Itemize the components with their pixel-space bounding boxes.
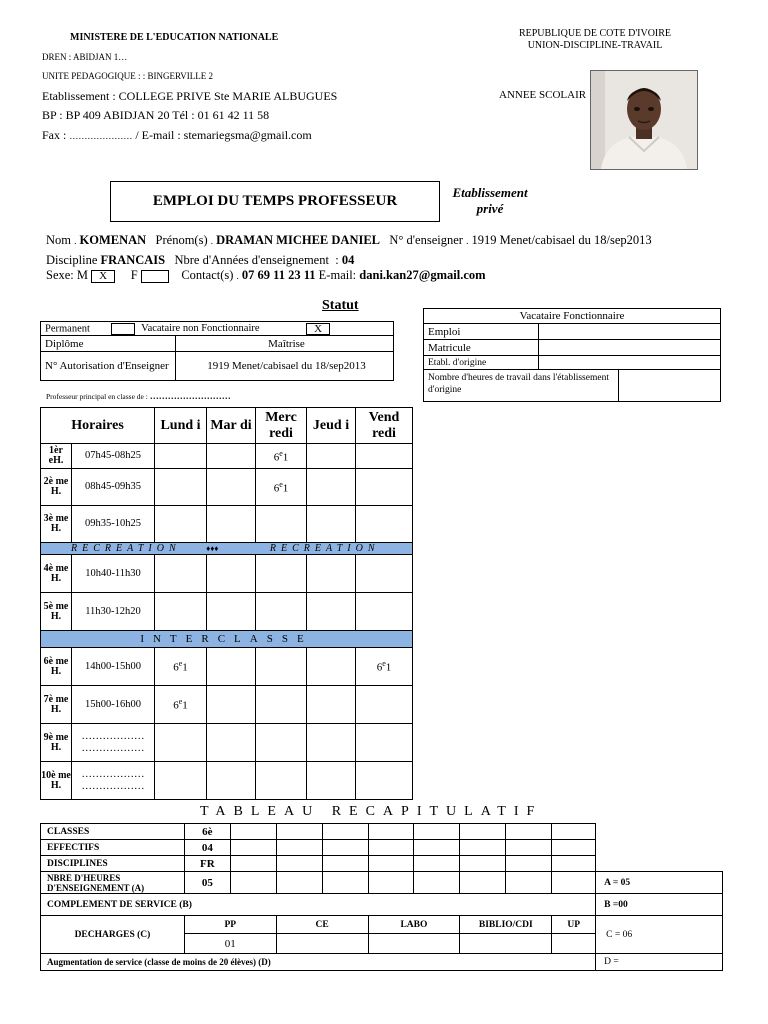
cell-vendredi[interactable] [356,469,413,506]
time-slot: 14h00-15h00 [72,648,155,686]
timetable-row [41,762,413,800]
prof-principal-dots: ……………………… [149,391,231,401]
class-group: 1 [182,661,188,674]
hour-label: 7è me H. [41,686,72,724]
cell-jeudi[interactable] [307,686,356,724]
hour-label: 4è me H. [41,555,72,593]
school-line: Etablissement : COLLEGE PRIVE Ste MARIE ALBUGUES [42,89,338,103]
decharge-col-biblio: BIBLIO/CDI [460,916,552,934]
class-level: 6 [376,661,383,674]
autorisation-value: 1919 Menet/cabisael du 18/sep2013 [176,352,394,381]
teacher-photo [590,70,698,170]
cell-lundi[interactable] [155,555,207,593]
time-slot: 07h45-08h25 [72,444,155,469]
teacher-name-line: Nom . KOMENAN Prénom(s) . DRAMAN MICHEE DANIEL N° d'enseigner . 1919 Menet/cabisael du 18/sep2013 [46,233,652,247]
decharge-val-up [552,934,596,954]
cell-vendredi[interactable] [356,555,413,593]
vf-heures-row [424,370,721,402]
school-type-line2: privé [476,201,504,216]
hour-label: 3è me H. [41,506,72,543]
portrait-image [591,71,697,169]
numero-value: 1919 Menet/cabisael du 18/sep2013 [471,233,652,247]
recap-b-total: B =00 [596,894,723,916]
numero-label: N° d'enseigner [389,233,463,247]
annees-label: Nbre d'Années d'enseignement [174,253,329,267]
dren-dots: … [118,52,128,62]
recap-decharges-label: DECHARGES (C) [41,916,185,954]
cell-vendredi[interactable] [356,593,413,631]
cell-jeudi[interactable] [307,506,356,543]
recap-title: TABLEAU RECAPITULATIF [200,804,543,819]
cell-mercredi[interactable] [256,444,307,469]
cell-jeudi[interactable] [307,762,356,800]
recreation-right: RECREATION [269,543,380,554]
cell-mardi[interactable] [207,724,256,762]
dren-line [42,52,127,62]
recap-disciplines-value: FR [184,856,230,872]
statut-permanent-row [41,322,394,336]
timetable-afternoon [41,648,413,800]
annees-value: 04 [341,253,355,267]
time-slot: ……………… ……………… [72,762,155,800]
cell-mercredi[interactable] [256,686,307,724]
cell-mercredi[interactable] [256,648,307,686]
cell-jeudi[interactable] [307,648,356,686]
class-group: 1 [385,661,392,674]
timetable-row [41,444,413,469]
cell-mardi[interactable] [207,762,256,800]
diplome-label: Diplôme [41,336,176,352]
cell-mercredi[interactable] [256,762,307,800]
statut-table [40,321,394,381]
cell-vendredi[interactable] [356,648,413,686]
timetable-row [41,506,413,543]
decharge-col-pp: PP [184,916,276,934]
vf-matricule-value[interactable] [539,340,721,356]
class-suffix: e [178,697,183,707]
timetable-morning-2 [41,555,413,631]
cell-vendredi[interactable] [356,762,413,800]
vacataire-nf-label: Vacataire non Fonctionnaire [141,322,260,334]
recap-d-total: D = [596,954,723,971]
recap-nbre-value: 05 [184,872,230,894]
sexe-f-checkbox[interactable] [141,270,169,283]
sexe-f-label: F [130,268,138,282]
time-slot: 10h40-11h30 [72,555,155,593]
class-suffix: e [279,448,283,458]
time-slot: 08h45-09h35 [72,469,155,506]
diplome-value: Maîtrise [176,336,394,352]
decharge-col-up: UP [552,916,596,934]
time-slot: 15h00-16h00 [72,686,155,724]
timetable-row [41,686,413,724]
school-year: ANNEE SCOLAIR [499,89,587,101]
statut-heading: Statut [322,298,359,313]
recap-effectifs-label: EFFECTIFS [41,840,185,856]
recap-c-total: C = 06 [596,916,723,954]
decharge-col-labo: LABO [368,916,460,934]
recap-complement-label: COMPLEMENT DE SERVICE (B) [41,894,596,916]
cell-mercredi[interactable] [256,593,307,631]
cell-vendredi[interactable] [356,444,413,469]
cell-mardi[interactable] [207,593,256,631]
class-group: 1 [282,451,289,464]
sexe-label: Sexe: M [46,268,89,282]
day-header-lundi: Lund i [155,408,207,444]
cell-jeudi[interactable] [307,469,356,506]
cell-lundi[interactable] [155,469,207,506]
hour-label: 2è me H. [41,469,72,506]
hour-label: 9è me H. [41,724,72,762]
email-value: dani.kan27@gmail.com [359,268,486,282]
timetable-row [41,648,413,686]
timetable-row [41,469,413,506]
day-header-mercredi: Merc redi [256,408,307,444]
cell-mardi[interactable] [207,444,256,469]
hour-label: 5è me H. [41,593,72,631]
recap-classes-label: CLASSES [41,824,185,840]
cell-mardi[interactable] [207,555,256,593]
nom-label: Nom [46,233,71,247]
discipline-label: Discipline [46,253,98,267]
decharge-val-ce [276,934,368,954]
unit-line: UNITE PEDAGOGIQUE : : BINGERVILLE 2 [42,71,214,81]
email-label: E-mail: [318,268,357,282]
cell-mardi[interactable] [207,686,256,724]
dren-text: DREN : ABIDJAN 1 [42,52,119,62]
recreation-diamonds: ♦♦♦ [206,544,219,553]
decharge-val-pp: 01 [184,934,276,954]
cell-lundi[interactable] [155,648,207,686]
time-slot: 11h30-12h20 [72,593,155,631]
recap-table [40,823,723,971]
page-title: EMPLOI DU TEMPS PROFESSEUR [110,181,440,222]
discipline-line [46,253,354,268]
cell-vendredi[interactable] [356,724,413,762]
cell-lundi[interactable] [155,762,207,800]
fax-label: Fax : [42,128,67,142]
recreation-left: RECREATION [71,543,181,554]
bp-line: BP : BP 409 ABIDJAN 20 Tél : 01 61 42 11 58 [42,108,270,122]
prof-principal-line [46,391,231,401]
cell-mardi[interactable] [207,506,256,543]
cell-lundi[interactable] [155,506,207,543]
timetable-row [41,593,413,631]
decharge-val-biblio [460,934,552,954]
vf-heures-value[interactable] [619,370,720,401]
autorisation-label: N° Autorisation d'Enseigner [41,352,176,381]
sexe-line: Sexe: M X F Contact(s) . 07 69 11 23 11 E-mail: dani.kan27@gmail.com [46,268,486,282]
cell-mardi[interactable] [207,648,256,686]
timetable-morning-1 [41,444,413,543]
vacataire-nf-checkbox[interactable]: X [306,323,330,335]
timetable [40,407,413,800]
republic-motto: UNION-DISCIPLINE-TRAVAIL [527,40,663,51]
interclasse-row [41,631,413,648]
school-type [444,185,536,217]
class-level: 6 [173,661,179,674]
cell-mercredi[interactable] [256,555,307,593]
contact-label: Contact(s) [181,268,234,282]
cell-mercredi[interactable] [256,506,307,543]
annees-separator: : [335,253,339,267]
horaires-header: Horaires [41,408,155,444]
nom-value: KOMENAN [79,233,147,247]
time-slot: 09h35-10h25 [72,506,155,543]
fax-dots: ………………… [69,131,133,141]
decharge-col-ce: CE [276,916,368,934]
cell-vendredi[interactable] [356,506,413,543]
time-slot: ……………… ……………… [72,724,155,762]
recap-nbre-label: NBRE D'HEURES D'ENSEIGNEMENT (A) [41,872,185,894]
republic-name: REPUBLIQUE DE COTE D'IVOIRE [518,28,672,39]
class-suffix: e [382,659,386,669]
timetable-row [41,555,413,593]
hour-label: 10è me H. [41,762,72,800]
timetable-row [41,724,413,762]
cell-mardi[interactable] [207,469,256,506]
cell-lundi[interactable] [155,724,207,762]
vf-emploi-label: Emploi [424,324,539,340]
class-suffix: e [279,479,283,489]
hour-label: 1èr eH. [41,444,72,469]
recap-augmentation-label: Augmentation de service (classe de moins de 20 élèves) (D) [41,954,596,971]
vf-etabl-label: Etabl. d'origine [424,356,539,370]
interclasse-label: INTERCLASSE [41,631,413,648]
discipline-value: FRANCAIS [100,253,166,267]
vf-etabl-value[interactable] [539,356,721,370]
school-type-line1: Etablissement [452,185,528,200]
recap-a-total: A = 05 [596,872,723,894]
permanent-label: Permanent [45,322,90,334]
cell-jeudi[interactable] [307,555,356,593]
class-level: 6 [273,451,280,464]
class-level: 6 [173,699,179,712]
recap-effectifs-value: 04 [184,840,230,856]
class-level: 6 [273,482,280,495]
recap-disciplines-label: DISCIPLINES [41,856,185,872]
ministry-title: MINISTERE DE L'EDUCATION NATIONALE [70,32,279,43]
vf-heures-label: Nombre d'heures de travail dans l'établissement d'origine [424,370,619,401]
recap-classes-value: 6è [184,824,230,840]
cell-jeudi[interactable] [307,444,356,469]
cell-mercredi[interactable] [256,724,307,762]
fax-line [42,128,312,143]
cell-mercredi[interactable] [256,469,307,506]
day-header-jeudi: Jeud i [307,408,356,444]
class-suffix: e [178,659,183,669]
vf-title: Vacataire Fonctionnaire [424,309,721,324]
prof-principal-label: Professeur principal en classe de : [46,392,148,401]
republic-block [500,28,690,52]
cell-lundi[interactable] [155,593,207,631]
prenom-value: DRAMAN MICHEE DANIEL [216,233,381,247]
hour-label: 6è me H. [41,648,72,686]
class-group: 1 [182,699,188,712]
vf-matricule-label: Matricule [424,340,539,356]
school-email: / E-mail : stemariegsma@gmail.com [135,128,312,142]
vf-emploi-value[interactable] [539,324,721,340]
sexe-m-checkbox[interactable]: X [91,270,115,283]
cell-jeudi[interactable] [307,593,356,631]
day-header-mardi: Mar di [207,408,256,444]
contact-value: 07 69 11 23 11 [241,268,316,282]
prenom-label: Prénom(s) [155,233,208,247]
recreation-row [41,543,413,555]
cell-jeudi[interactable] [307,724,356,762]
decharge-val-labo [368,934,460,954]
day-header-vendredi: Vend redi [356,408,413,444]
cell-lundi[interactable] [155,686,207,724]
cell-vendredi[interactable] [356,686,413,724]
permanent-checkbox[interactable] [111,323,135,335]
cell-lundi[interactable] [155,444,207,469]
vacataire-fonctionnaire-table [423,308,721,402]
class-group: 1 [282,482,289,495]
